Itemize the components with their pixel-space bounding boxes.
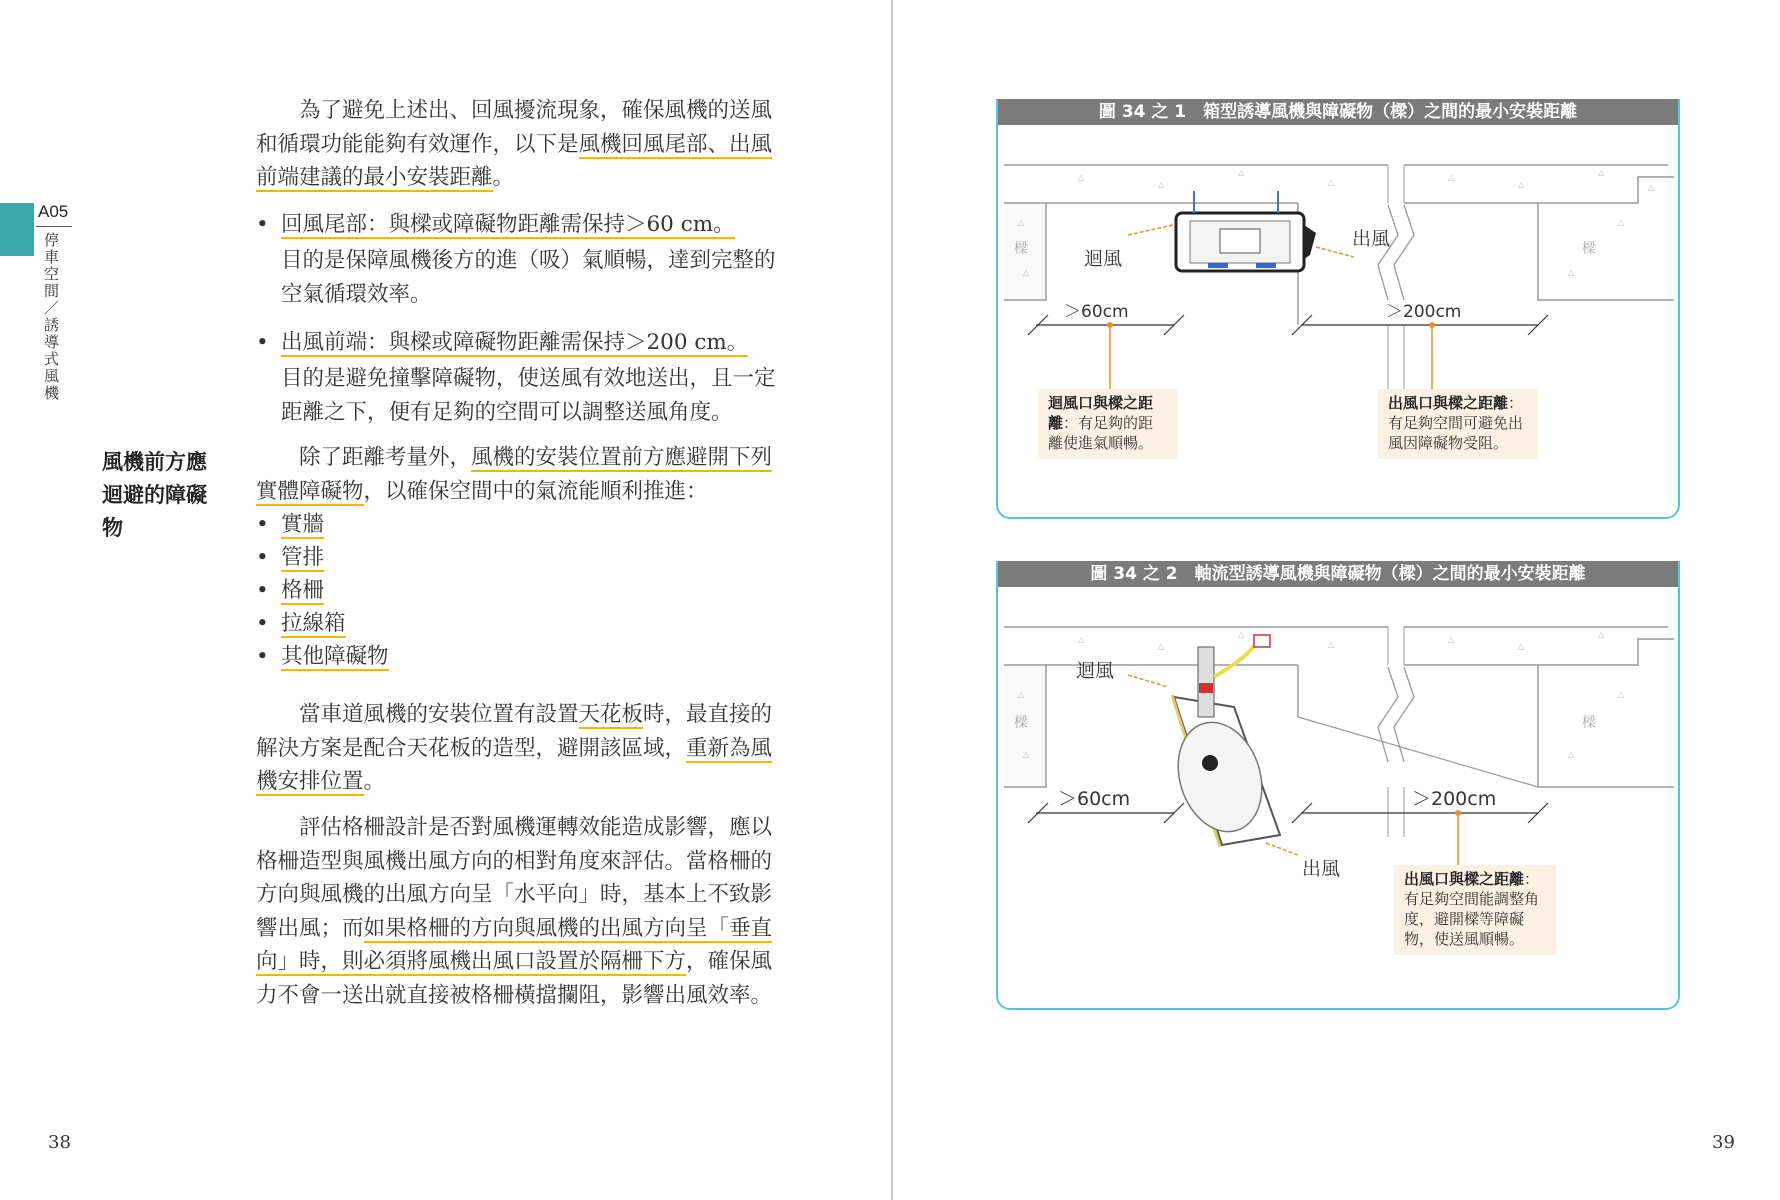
- svg-text:△: △: [1238, 630, 1245, 639]
- obstacle-label: 實牆: [281, 512, 325, 537]
- chapter-code: A05: [38, 202, 69, 221]
- page-number-left: 38: [48, 1132, 71, 1153]
- note-text: ：有足夠空間能調整角度，避開樑等障礙物，使送風順暢。: [1404, 870, 1540, 948]
- para4-text: ，確保風力不會一送出就直接被格柵橫擋攔阻，影響出風效率。: [256, 949, 773, 1008]
- outlet-label: 出風: [1302, 858, 1341, 880]
- note-title: 出風口與樑之距離: [1388, 394, 1509, 412]
- bullet-dot: •: [256, 611, 269, 636]
- figure2-diagram: [998, 587, 1678, 1008]
- rule1-item: [256, 208, 735, 241]
- dimension-right: ＞200cm: [1412, 788, 1497, 810]
- obstacle-item: [256, 508, 324, 541]
- para3-text: 時，最直接的解決方案是配合天花板的造型，避開該區域，: [256, 702, 773, 761]
- svg-text:△: △: [1618, 690, 1625, 699]
- figure1-note-return: [1038, 389, 1178, 459]
- svg-text:△: △: [1023, 268, 1030, 277]
- para2-end: ，以確保空間中的氣流能順利推進：: [363, 478, 708, 504]
- svg-text:△: △: [1328, 640, 1335, 649]
- obstacle-label: 其他障礙物: [281, 644, 389, 669]
- obstacle-label: 格柵: [281, 578, 325, 603]
- beam-label: 樑: [1014, 715, 1028, 731]
- page-number-right: 39: [1712, 1132, 1735, 1153]
- figure-box-axial-fan: [996, 561, 1680, 1010]
- beam-label: 樑: [1582, 241, 1596, 257]
- svg-text:△: △: [1078, 173, 1085, 182]
- svg-text:△: △: [1618, 218, 1625, 227]
- bullet-dot: •: [256, 212, 269, 237]
- return-air-label: 迴風: [1076, 660, 1115, 682]
- svg-text:△: △: [1598, 168, 1605, 177]
- svg-text:△: △: [1018, 690, 1025, 699]
- svg-text:△: △: [1648, 183, 1655, 192]
- figure2-title: 圖 34 之 2 軸流型誘導風機與障礙物（樑）之間的最小安裝距離: [998, 561, 1678, 587]
- sidebar-heading: 風機前方應迴避的障礙物: [102, 450, 207, 540]
- obstacle-item: [256, 541, 324, 574]
- svg-text:△: △: [1158, 642, 1165, 651]
- svg-text:△: △: [1238, 168, 1245, 177]
- figure-box-type-fan: [996, 99, 1680, 519]
- bullet-dot: •: [256, 330, 269, 355]
- figure1-title: 圖 34 之 1 箱型誘導風機與障礙物（樑）之間的最小安裝距離: [998, 99, 1678, 125]
- svg-text:△: △: [1078, 635, 1085, 644]
- obstacle-item: [256, 574, 324, 607]
- obstacle-item: [256, 607, 346, 640]
- figure2-note-outlet: [1394, 865, 1556, 955]
- obstacle-label: 拉線箱: [281, 611, 346, 636]
- para3-text: 當車道風機的安裝位置有設置: [299, 702, 579, 727]
- obstacle-item: [256, 640, 389, 673]
- bullet-dot: •: [256, 644, 269, 669]
- dimension-right: ＞200cm: [1386, 302, 1462, 322]
- svg-text:△: △: [1023, 750, 1030, 759]
- figure1-note-outlet: [1378, 389, 1538, 459]
- svg-text:△: △: [1448, 173, 1455, 182]
- dimension-left: ＞60cm: [1058, 788, 1131, 810]
- ceiling-paragraph: [256, 698, 786, 799]
- para4-highlight: 如果格柵的方向與風機的出風方向呈「垂直向」時，則必須將風機出風口設置於隔柵下方: [256, 915, 773, 974]
- svg-text:△: △: [1568, 268, 1575, 277]
- para3-highlight-ceiling: 天花板: [578, 702, 644, 727]
- rule2-item: [256, 326, 748, 359]
- bullet-dot: •: [256, 512, 269, 537]
- axial-fan-icon: [1165, 635, 1280, 847]
- svg-text:△: △: [1328, 178, 1335, 187]
- rule1-text: 目的是保障風機後方的進（吸）氣順暢，達到完整的空氣循環效率。: [281, 248, 776, 307]
- note-title: 出風口與樑之距離: [1404, 870, 1525, 888]
- beam-label: 樑: [1014, 241, 1028, 257]
- dimension-left: ＞60cm: [1064, 302, 1129, 322]
- obstacle-label: 管排: [281, 545, 325, 570]
- svg-text:△: △: [1018, 218, 1025, 227]
- svg-text:△: △: [1518, 180, 1525, 189]
- rule2-text: 目的是避免撞擊障礙物，使送風有效地送出，且一定距離之下，便有足夠的空間可以調整送風角度。: [281, 366, 776, 425]
- bullet-dot: •: [256, 578, 269, 603]
- intro-paragraph: [256, 94, 786, 195]
- svg-text:△: △: [1518, 642, 1525, 651]
- chapter-tab: [0, 203, 34, 256]
- page-gutter: [891, 0, 893, 1200]
- para2-highlight: 風機的安裝位置前方應避開下列實體障礙物: [256, 445, 773, 504]
- intro-text: 為了避免上述出、回風擾流現象，確保風機的送風和循環功能能夠有效運作，以下是: [256, 98, 773, 157]
- intro-highlight: 風機回風尾部、出風前端建議的最小安裝距離: [256, 131, 773, 190]
- chapter-title: 停車空間／誘導式風機: [44, 231, 60, 402]
- rule1-title: 回風尾部：與樑或障礙物距離需保持＞60 cm。: [281, 212, 735, 237]
- para3-highlight-relocate: 重新為風機安排位置: [256, 735, 773, 794]
- para4-text: 評估格柵設計是否對風機運轉效能造成影響，應以格柵造型與風機出風方向的相對角度來評估。當格柵的方向與風機的出風方向呈「水平向」時，基本上不致影響出風；而: [256, 815, 773, 941]
- svg-text:△: △: [1158, 180, 1165, 189]
- grille-paragraph: [256, 811, 786, 1012]
- return-air-label: 迴風: [1084, 248, 1123, 270]
- bullet-dot: •: [256, 545, 269, 570]
- para2-text: 除了距離考量外，: [299, 445, 472, 470]
- rule2-title: 出風前端：與樑或障礙物距離需保持＞200 cm。: [281, 330, 749, 355]
- beam-label: 樑: [1582, 715, 1596, 731]
- svg-text:△: △: [1568, 750, 1575, 759]
- note-title: 迴風口與樑之距離: [1048, 394, 1154, 432]
- intro-end: 。: [492, 165, 515, 190]
- chapter-rule: [36, 226, 72, 227]
- svg-text:△: △: [1448, 635, 1455, 644]
- obstacle-paragraph: [256, 441, 786, 508]
- para3-end: 。: [363, 769, 386, 794]
- svg-text:△: △: [1598, 630, 1605, 639]
- note-text: ：有足夠空間可避免出風因障礙物受阻。: [1388, 394, 1524, 452]
- outlet-label: 出風: [1352, 228, 1391, 250]
- note-text: ：有足夠的距離使進氣順暢。: [1048, 414, 1154, 452]
